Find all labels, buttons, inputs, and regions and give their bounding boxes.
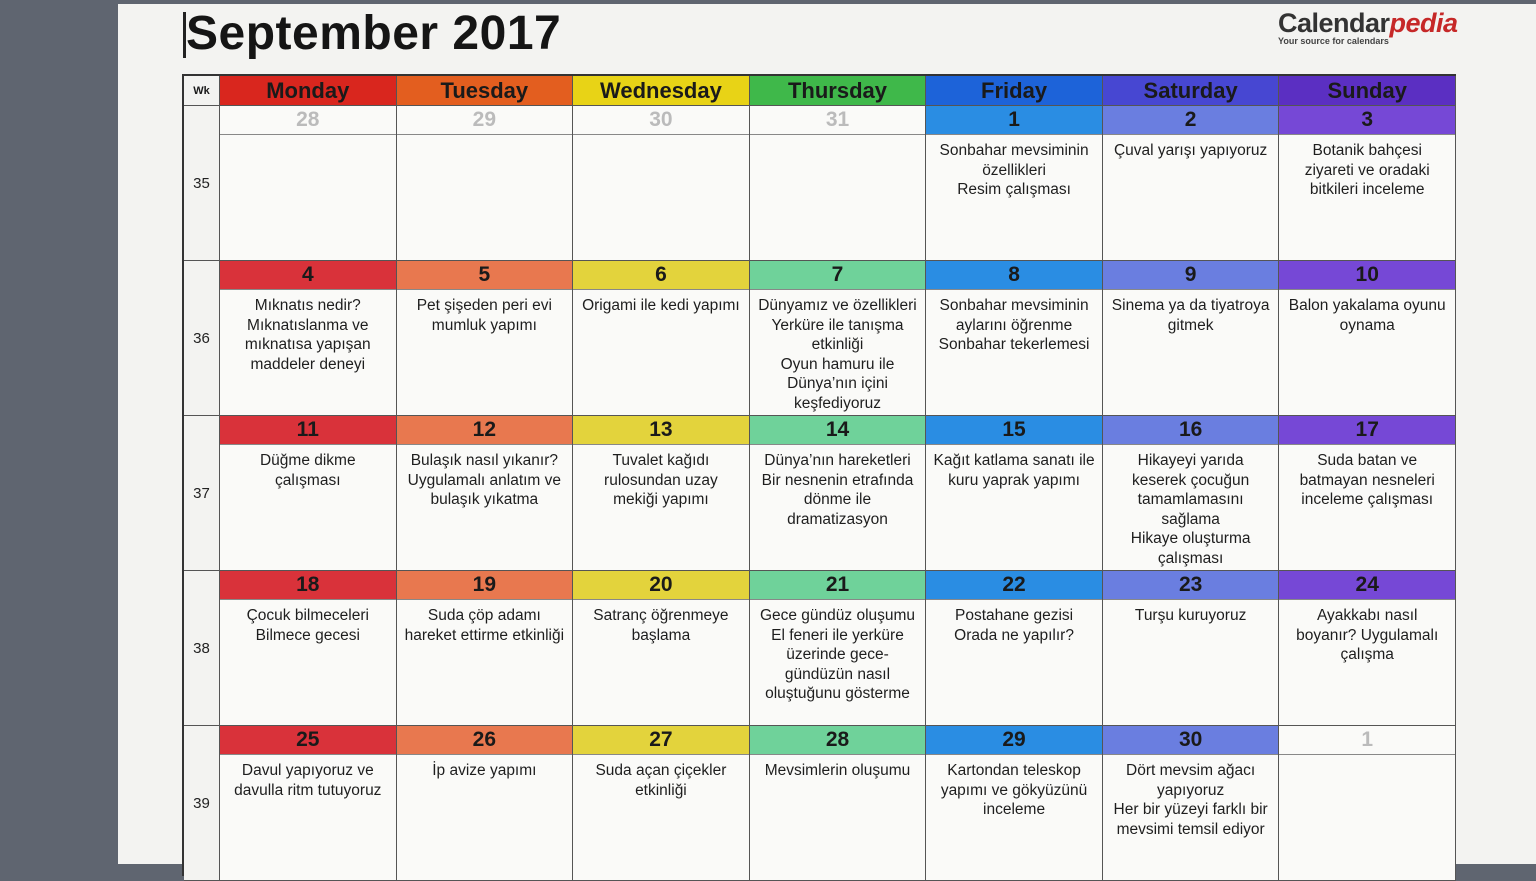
day-header-4: Friday [926, 76, 1103, 106]
day-number: 11 [220, 416, 396, 445]
event-text: Turşu kuruyoruz [1134, 607, 1247, 624]
event-text: Satranç öğrenmeye başlama [593, 607, 729, 644]
day-header-1: Tuesday [397, 76, 574, 106]
week-number: 37 [184, 416, 220, 571]
day-number: 3 [1279, 106, 1455, 135]
event-text: Postahane gezisi Orada ne yapılır? [954, 607, 1074, 644]
event-text: Suda çöp adamı hareket ettirme etkinliği [404, 607, 565, 644]
day-cell[interactable] [220, 416, 397, 571]
day-number: 1 [926, 106, 1102, 135]
day-cell[interactable] [397, 571, 574, 726]
event-text: Bulaşık nasıl yıkanır? Uygulamalı anlatım ve bulaşık yıkatma [407, 452, 562, 508]
week-number: 35 [184, 106, 220, 261]
day-number: 21 [750, 571, 926, 600]
day-number: 22 [926, 571, 1102, 600]
event-text: İp avize yapımı [432, 762, 537, 779]
day-number: 27 [573, 726, 749, 755]
day-cell[interactable] [1279, 261, 1456, 416]
brand-name-part-a: Calendar [1278, 8, 1390, 38]
event-text [1279, 755, 1455, 761]
week-number-header: Wk [184, 76, 220, 106]
event-text: Balon yakalama oyunu oynama [1288, 297, 1446, 334]
day-cell[interactable] [1279, 726, 1456, 881]
event-text: Origami ile kedi yapımı [582, 297, 740, 314]
day-cell[interactable] [1279, 106, 1456, 261]
day-cell[interactable] [397, 106, 574, 261]
event-text: Mevsimlerin oluşumu [764, 762, 911, 779]
event-text [750, 135, 926, 141]
day-number: 6 [573, 261, 749, 290]
day-cell[interactable] [750, 261, 927, 416]
day-number: 23 [1103, 571, 1279, 600]
event-text: Hikayeyi yarıda keserek çocuğun tamamlamasını sağlama Hikaye oluşturma çalışması [1130, 452, 1251, 567]
day-number: 31 [750, 106, 926, 135]
day-header-0: Monday [220, 76, 397, 106]
event-text: Sonbahar mevsiminin özellikleri Resim çalışması [939, 142, 1089, 198]
event-text: Düğme dikme çalışması [259, 452, 356, 489]
day-cell[interactable] [220, 106, 397, 261]
event-text [573, 135, 749, 141]
day-header-2: Wednesday [573, 76, 750, 106]
day-number: 12 [397, 416, 573, 445]
brand-logo [1278, 8, 1478, 46]
brand-name [1278, 8, 1478, 39]
day-cell[interactable] [750, 571, 927, 726]
day-number: 15 [926, 416, 1102, 445]
day-cell[interactable] [220, 571, 397, 726]
event-text: Kartondan teleskop yapımı ve gökyüzünü inceleme [940, 762, 1088, 818]
day-number: 28 [750, 726, 926, 755]
day-number: 7 [750, 261, 926, 290]
day-number: 29 [397, 106, 573, 135]
day-cell[interactable] [397, 261, 574, 416]
day-number: 28 [220, 106, 396, 135]
day-number: 16 [1103, 416, 1279, 445]
day-cell[interactable] [573, 261, 750, 416]
event-text: Kağıt katlama sanatı ile kuru yaprak yapımı [933, 452, 1095, 489]
event-text: Sinema ya da tiyatroya gitmek [1111, 297, 1270, 334]
event-text: Gece gündüz oluşumu El feneri ile yerküre üzerinde gece- gündüzün nasıl oluştuğunu gösterme [759, 607, 916, 702]
brand-tagline: Your source for calendars [1278, 36, 1389, 46]
day-cell[interactable] [573, 571, 750, 726]
day-cell[interactable] [220, 261, 397, 416]
day-cell[interactable] [926, 571, 1103, 726]
event-text [397, 135, 573, 141]
day-cell[interactable] [573, 416, 750, 571]
day-number: 30 [573, 106, 749, 135]
week-number: 38 [184, 571, 220, 726]
day-number: 10 [1279, 261, 1455, 290]
day-cell[interactable] [1103, 416, 1280, 571]
day-number: 30 [1103, 726, 1279, 755]
day-number: 14 [750, 416, 926, 445]
day-number: 4 [220, 261, 396, 290]
day-number: 18 [220, 571, 396, 600]
page-title: September 2017 [186, 7, 562, 60]
day-number: 17 [1279, 416, 1455, 445]
event-text: Botanik bahçesi ziyareti ve oradaki bitkileri inceleme [1304, 142, 1430, 198]
day-number: 8 [926, 261, 1102, 290]
day-cell[interactable] [1279, 416, 1456, 571]
day-cell[interactable] [750, 726, 927, 881]
event-text: Dünyamız ve özellikleri Yerküre ile tanışma etkinliği Oyun hamuru ile Dünya’nın içini keşfediyoruz [758, 297, 917, 412]
event-text: Ayakkabı nasıl boyanır? Uygulamalı çalışma [1296, 607, 1439, 663]
event-text: Pet şişeden peri evi mumluk yapımı [416, 297, 552, 334]
event-text: Sonbahar mevsiminin aylarını öğrenme Sonbahar tekerlemesi [938, 297, 1090, 353]
day-cell[interactable] [750, 106, 927, 261]
day-cell[interactable] [397, 416, 574, 571]
day-cell[interactable] [1103, 726, 1280, 881]
event-text: Suda açan çiçekler etkinliği [595, 762, 727, 799]
day-number: 25 [220, 726, 396, 755]
calendar-grid [182, 74, 1456, 876]
event-text: Çuval yarışı yapıyoruz [1113, 142, 1268, 159]
day-number: 29 [926, 726, 1102, 755]
event-text [220, 135, 396, 141]
day-cell[interactable] [573, 726, 750, 881]
event-text: Dünya’nın hareketleri Bir nesnenin etrafında dönme ile dramatizasyon [761, 452, 914, 528]
event-text: Dört mevsim ağacı yapıyoruz Her bir yüzeyi farklı bir mevsimi temsil ediyor [1113, 762, 1268, 838]
event-text: Davul yapıyoruz ve davulla ritm tutuyoruz [234, 762, 382, 799]
event-text: Çocuk bilmeceleri Bilmece gecesi [246, 607, 369, 644]
day-cell[interactable] [1103, 261, 1280, 416]
day-cell[interactable] [926, 726, 1103, 881]
day-cell[interactable] [926, 106, 1103, 261]
day-cell[interactable] [1279, 571, 1456, 726]
day-number: 9 [1103, 261, 1279, 290]
day-cell[interactable] [926, 416, 1103, 571]
week-number: 36 [184, 261, 220, 416]
day-cell[interactable] [397, 726, 574, 881]
day-number: 26 [397, 726, 573, 755]
brand-name-part-b: pedia [1389, 8, 1458, 38]
day-number: 1 [1279, 726, 1455, 755]
day-header-5: Saturday [1103, 76, 1280, 106]
day-number: 2 [1103, 106, 1279, 135]
event-text: Tuvalet kağıdı rulosundan uzay mekiği yapımı [604, 452, 718, 508]
day-cell[interactable] [1103, 106, 1280, 261]
day-cell[interactable] [573, 106, 750, 261]
day-header-3: Thursday [750, 76, 927, 106]
day-number: 24 [1279, 571, 1455, 600]
day-cell[interactable] [750, 416, 927, 571]
day-number: 5 [397, 261, 573, 290]
day-number: 13 [573, 416, 749, 445]
day-number: 19 [397, 571, 573, 600]
week-number: 39 [184, 726, 220, 881]
day-cell[interactable] [926, 261, 1103, 416]
day-cell[interactable] [220, 726, 397, 881]
event-text: Mıknatıs nedir? Mıknatıslanma ve mıknatısa yapışan maddeler deneyi [244, 297, 371, 373]
day-cell[interactable] [1103, 571, 1280, 726]
event-text: Suda batan ve batmayan nesneleri inceleme çalışması [1299, 452, 1435, 508]
day-header-6: Sunday [1279, 76, 1456, 106]
day-number: 20 [573, 571, 749, 600]
